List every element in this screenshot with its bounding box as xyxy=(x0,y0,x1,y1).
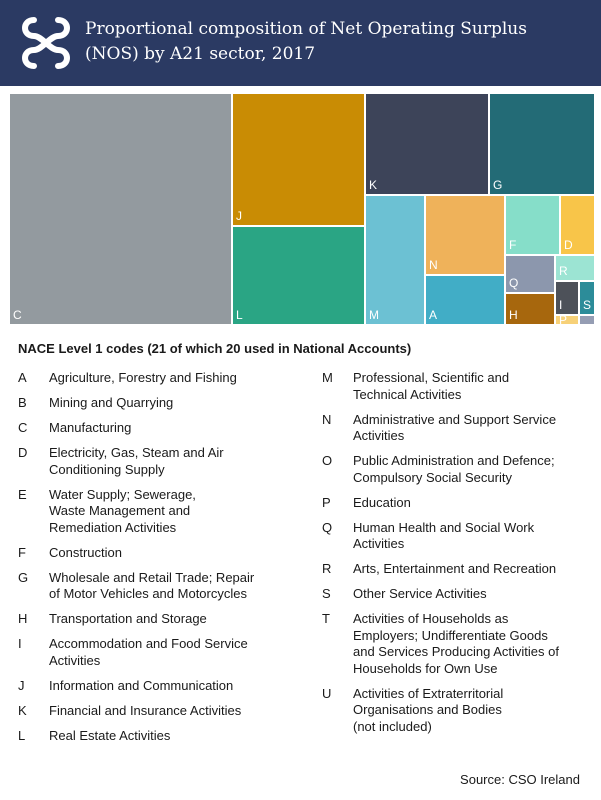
legend-item-m xyxy=(322,370,587,403)
legend-item-s xyxy=(322,586,587,603)
treemap-chart xyxy=(9,93,595,325)
legend-description: Other Service Activities xyxy=(353,586,487,601)
legend-description: Information and Communication xyxy=(49,677,234,693)
treemap-block-o xyxy=(579,315,595,325)
legend-item-u xyxy=(322,686,587,736)
legend-item-o xyxy=(322,453,587,486)
treemap-label-n: N xyxy=(429,258,438,272)
legend-code: D xyxy=(18,445,28,460)
legend-code: H xyxy=(18,611,28,626)
legend-item-h xyxy=(18,611,298,628)
legend-description: Agriculture, Forestry and Fishing xyxy=(49,370,237,385)
title-line-2: (NOS) by A21 sector, 2017 xyxy=(85,44,316,64)
legend-code: C xyxy=(18,420,28,435)
legend-code: J xyxy=(18,677,25,693)
legend-code: T xyxy=(322,611,330,626)
legend-description: Wholesale and Retail Trade; Repair of Motor Vehicles and Motorcycles xyxy=(49,569,255,601)
treemap-label-m: M xyxy=(369,308,379,322)
legend-item-l xyxy=(18,728,298,745)
legend-description: Manufacturing xyxy=(49,420,132,435)
legend-description: Financial and Insurance Activities xyxy=(49,702,242,718)
legend-description: Water Supply; Sewerage, Waste Management and Remediation Activities xyxy=(49,486,196,535)
legend-description: Professional, Scientific and Technical Activities xyxy=(353,370,510,402)
title-line-1: Proportional composition of Net Operating Surplus xyxy=(85,19,527,39)
treemap-label-h: H xyxy=(509,308,518,322)
legend-item-f xyxy=(18,545,298,562)
legend-code: I xyxy=(18,636,22,651)
legend-code: U xyxy=(322,685,332,701)
legend-description: Education xyxy=(353,494,411,510)
source-note: Source: CSO Ireland xyxy=(460,772,580,787)
legend-item-q xyxy=(322,520,587,553)
legend-code: M xyxy=(322,370,333,385)
treemap-block-g xyxy=(489,93,595,195)
treemap-label-p: P xyxy=(559,313,568,325)
treemap-label-q: Q xyxy=(509,276,519,290)
legend-code: G xyxy=(18,569,29,585)
legend-description: Administrative and Support Service Activities xyxy=(353,411,557,443)
legend-column-right xyxy=(322,370,587,744)
legend-description: Transportation and Storage xyxy=(49,611,207,626)
legend-description: Electricity, Gas, Steam and Air Conditioning Supply xyxy=(49,445,224,477)
legend-code: E xyxy=(18,486,27,502)
legend-code: B xyxy=(18,395,27,410)
legend-item-b xyxy=(18,395,298,412)
legend-item-k xyxy=(18,703,298,720)
treemap-label-d: D xyxy=(564,238,573,252)
legend-item-t xyxy=(322,611,587,677)
legend-code: R xyxy=(322,561,332,576)
treemap-label-f: F xyxy=(509,238,517,252)
treemap-label-j: J xyxy=(236,209,242,223)
treemap-block-j xyxy=(232,93,365,226)
legend-item-p xyxy=(322,495,587,512)
legend-description: Human Health and Social Work Activities xyxy=(353,519,535,551)
treemap-label-i: I xyxy=(559,298,563,312)
legend-item-r xyxy=(322,561,587,578)
legend-code: Q xyxy=(322,519,333,535)
treemap-block-l xyxy=(232,226,365,325)
legend-description: Real Estate Activities xyxy=(49,727,171,743)
legend-code: A xyxy=(18,370,27,385)
legend-item-a xyxy=(18,370,298,387)
legend-item-d xyxy=(18,445,298,478)
legend-code: P xyxy=(322,494,331,510)
legend-code: F xyxy=(18,544,26,560)
legend-code: O xyxy=(322,453,333,468)
legend-description: Arts, Entertainment and Recreation xyxy=(353,561,557,576)
treemap-block-c xyxy=(9,93,232,325)
legend-item-c xyxy=(18,420,298,437)
legend-description: Activities of Households as Employers; Undifferentiate Goods and Services Producing Activities of Households for Own Use xyxy=(353,611,559,676)
legend-column-left xyxy=(18,370,298,753)
treemap-label-a: A xyxy=(429,308,438,322)
treemap-label-s: S xyxy=(583,298,592,312)
legend-description: Mining and Quarrying xyxy=(49,395,174,410)
legend-item-n xyxy=(322,412,587,445)
treemap-label-g: G xyxy=(493,178,503,192)
cso-logo-icon xyxy=(18,12,74,74)
treemap-label-r: R xyxy=(559,264,568,278)
treemap-label-c: C xyxy=(13,308,22,322)
legend-item-e xyxy=(18,487,298,537)
legend-heading: NACE Level 1 codes (21 of which 20 used in National Accounts) xyxy=(18,341,412,356)
legend-code: S xyxy=(322,586,331,601)
legend-description: Construction xyxy=(49,544,122,560)
legend-item-j xyxy=(18,678,298,695)
treemap-label-l: L xyxy=(236,308,243,322)
legend-description: Accommodation and Food Service Activities xyxy=(49,636,248,668)
legend-item-g xyxy=(18,570,298,603)
page-title xyxy=(85,17,585,67)
legend-code: K xyxy=(18,702,27,718)
legend-item-i xyxy=(18,636,298,669)
legend-code: L xyxy=(18,727,26,743)
legend-description: Public Administration and Defence; Compulsory Social Security xyxy=(353,453,555,485)
treemap-block-m xyxy=(365,195,425,325)
treemap-label-k: K xyxy=(369,178,378,192)
legend-description: Activities of Extraterritorial Organisations and Bodies (not included) xyxy=(353,685,504,734)
header-banner xyxy=(0,0,601,86)
treemap-block-k xyxy=(365,93,489,195)
legend-code: N xyxy=(322,411,332,427)
